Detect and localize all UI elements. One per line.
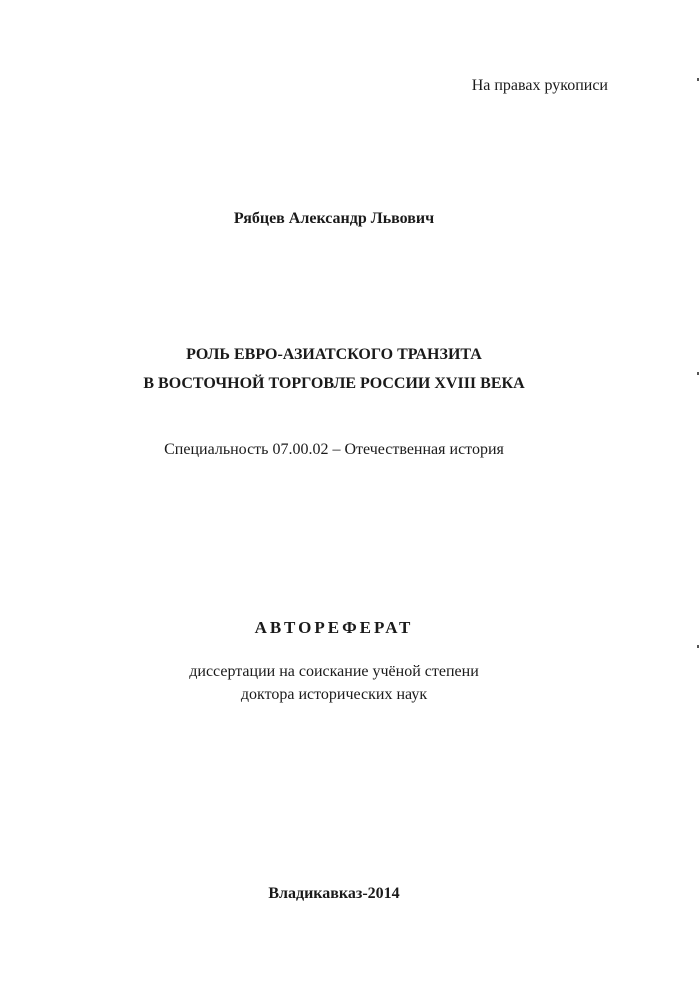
specialty-line: Специальность 07.00.02 – Отечественная история — [164, 441, 504, 458]
scan-edge-mark — [697, 645, 699, 648]
description-line-1: диссертации на соискание учёной степени — [189, 663, 479, 680]
place-year: Владикавказ-2014 — [268, 885, 400, 902]
scan-edge-mark — [697, 78, 699, 81]
title-line-2: В ВОСТОЧНОЙ ТОРГОВЛЕ РОССИИ XVIII ВЕКА — [143, 375, 525, 392]
author-name: Рябцев Александр Львович — [233, 210, 435, 227]
description-line-2: доктора исторических наук — [240, 686, 428, 703]
document-type-heading: АВТОРЕФЕРАТ — [254, 618, 414, 637]
title-line-1: РОЛЬ ЕВРО-АЗИАТСКОГО ТРАНЗИТА — [186, 346, 482, 363]
scan-edge-mark — [697, 372, 699, 375]
rights-note: На правах рукописи — [471, 77, 608, 94]
